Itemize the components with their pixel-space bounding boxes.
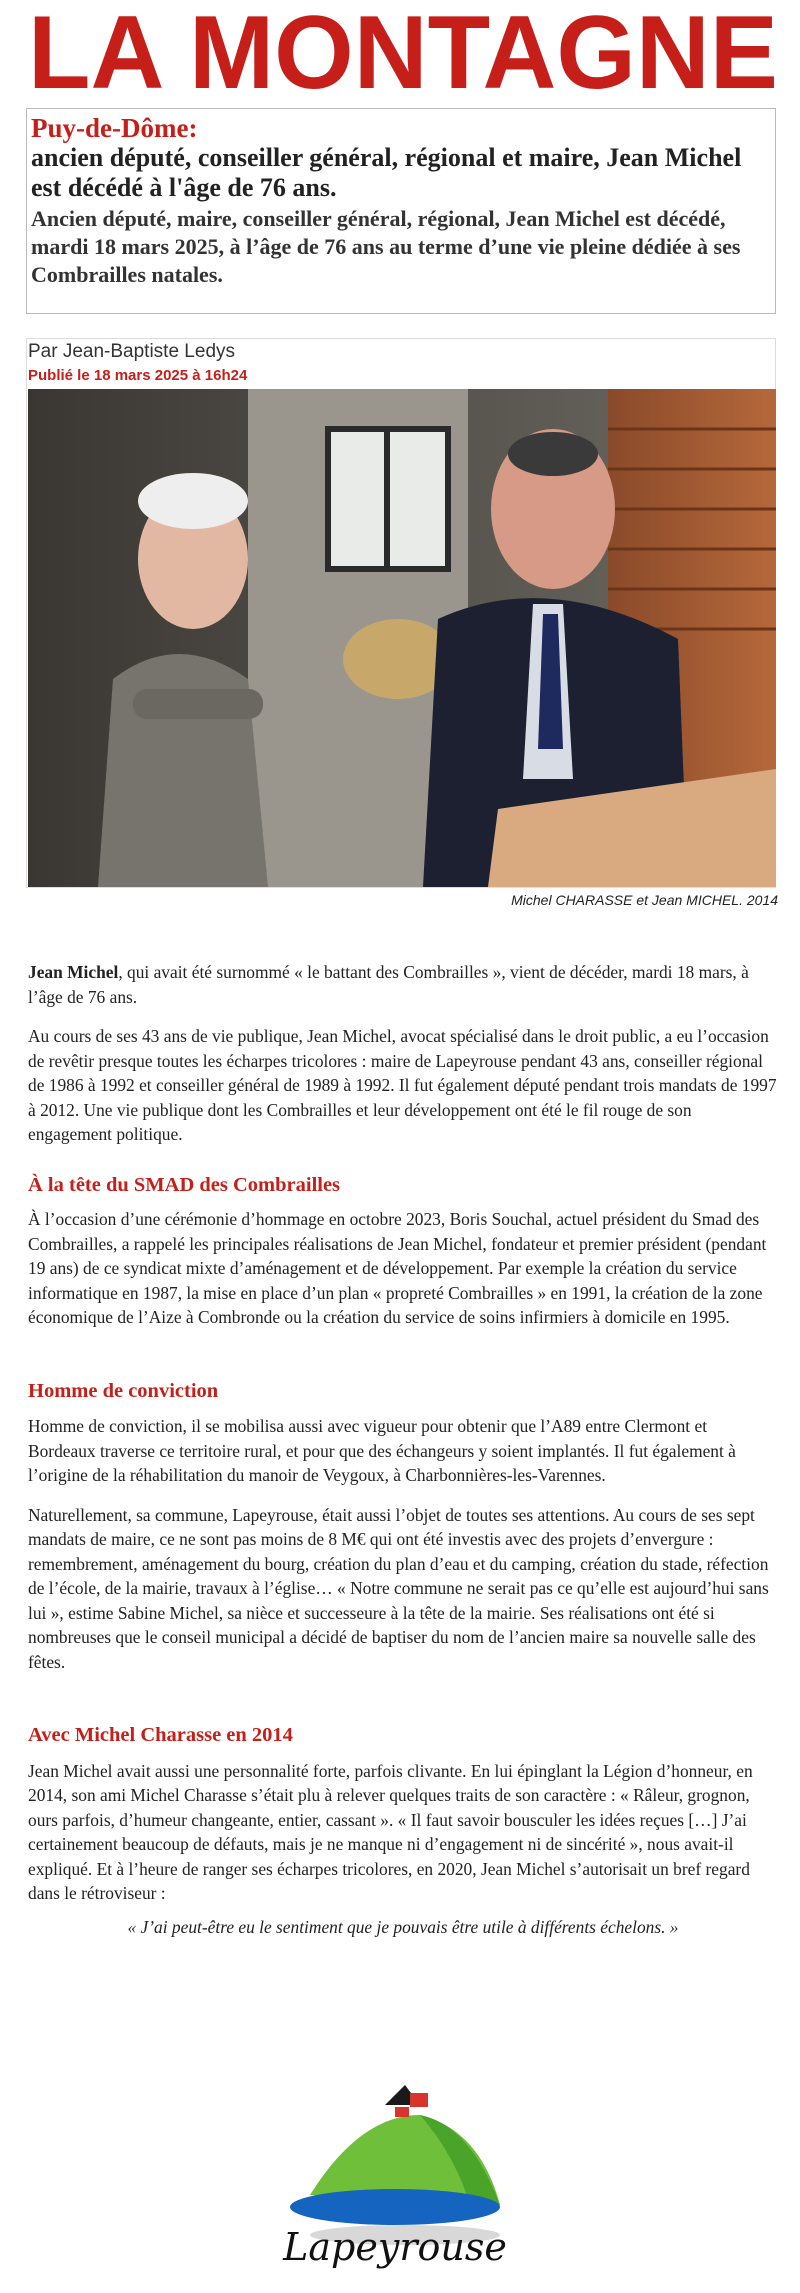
byline-box <box>26 338 776 888</box>
logo-text: Lapeyrouse <box>283 2225 507 2269</box>
section-heading-charasse: Avec Michel Charasse en 2014 <box>28 1724 293 1746</box>
section-heading-smad: À la tête du SMAD des Combrailles <box>28 1173 341 1196</box>
headline-kicker: Puy-de-Dôme: <box>31 113 198 143</box>
headline-box <box>26 108 776 314</box>
lead-name: Jean Michel <box>28 962 119 982</box>
paragraph: À l’occasion d’une cérémonie d’hommage en octobre 2023, Boris Souchal, actuel président du Smad des Combrailles, a rappelé les principales réalisations de Jean Michel, fondateur et premier président (pendant 19 ans) de ce syndicat mixte d’aménagement et de développement. Par exemple la création du service informatique en 1987, la mise en place d’un plan « propreté Combrailles » en 1991, la création de la zone économique de l’Aize à Combronde ou la création du service de soins infirmiers à domicile en 1995. <box>28 1209 767 1327</box>
paragraph: Naturellement, sa commune, Lapeyrouse, était aussi l’objet de toutes ses attentions. Au cours de ses sept mandats de maire, ce ne sont pas moins de 8 M€ qui ont été investis avec des projets d’envergure : remembrement, aménagement du bourg, création du plan d’eau et du camping, création du stade, réfection de l’école, de la mairie, travaux à l’église… « Notre commune ne serait pas ce qu’elle est aujourd’hui sans lui », estime Sabine Michel, sa nièce et successeure à la tête de la mairie. Ses réalisations ont été si nombreuses que le conseil municipal a décidé de baptiser du nom de l’ancien maire sa nouvelle salle des fêtes. <box>28 1504 769 1672</box>
paragraph: Au cours de ses 43 ans de vie publique, Jean Michel, avocat spécialisé dans le droit public, a eu l’occasion de revêtir presque toutes les écharpes tricolores : maire de Lapeyrouse pendant 43 ans, conseiller régional de 1986 à 1992 et conseiller général de 1989 à 1992. Il fut également député pendant trois mandats de 1997 à 2012. Une vie publique dont les Combrailles et leur développement ont été le fil rouge de son engagement politique. <box>28 1026 777 1144</box>
headline-title: ancien député, conseiller général, régional et maire, Jean Michel est décédé à l'âge de 76 ans. <box>31 143 742 202</box>
lapeyrouse-logo <box>270 2075 520 2275</box>
lead-text: , qui avait été surnommé « le battant des Combrailles », vient de décéder, mardi 18 mars, à l’âge de 76 ans. <box>28 962 749 1007</box>
lapeyrouse-logo-icon <box>270 2075 520 2275</box>
headline-standfirst: Ancien député, maire, conseiller général, régional, Jean Michel est décédé, mardi 18 mars 2025, à l’âge de 76 ans au terme d’une vie pleine dédiée à ses Combrailles natales. <box>31 206 741 287</box>
photo-two-men-at-lectern <box>28 389 776 887</box>
photo-caption: Michel CHARASSE et Jean MICHEL. 2014 <box>511 892 778 908</box>
pull-quote: « J’ai peut-être eu le sentiment que je pouvais être utile à différents échelons. » <box>127 1916 679 1937</box>
article-photo <box>28 389 776 887</box>
author-name[interactable]: Par Jean-Baptiste Ledys <box>28 341 236 362</box>
paragraph: Homme de conviction, il se mobilisa aussi avec vigueur pour obtenir que l’A89 entre Clermont et Bordeaux traverse ce territoire rural, et pour que des échangeurs y soient implantés. Il fut également à l’origine de la réhabilitation du manoir de Veygoux, à Charbonnières-les-Varennes. <box>28 1416 736 1485</box>
paragraph: Jean Michel avait aussi une personnalité forte, parfois clivante. En lui épinglant la Légion d’honneur, en 2014, son ami Michel Charasse s’était plu à relever quelques traits de son caractère : « Râleur, grognon, ours parfois, d’humeur changeante, entier, cassant ». « Il faut savoir bousculer les idées reçues […] J’ai certainement beaucoup de défauts, mais je ne manque ni d’engagement ni de sincérité », nous avait-il expliqué. Et à l’heure de ranger ses écharpes tricolores, en 2020, Jean Michel s’autorisait un bref regard dans le rétroviseur : <box>28 1760 753 1903</box>
section-heading-conviction: Homme de conviction <box>28 1379 219 1402</box>
masthead-logo <box>28 2 778 102</box>
article-body <box>28 960 778 1954</box>
masthead <box>28 2 778 102</box>
lead-paragraph <box>28 960 778 1009</box>
masthead-title: LA MONTAGNE <box>28 2 778 102</box>
publish-date: Publié le 18 mars 2025 à 16h24 <box>28 367 248 384</box>
